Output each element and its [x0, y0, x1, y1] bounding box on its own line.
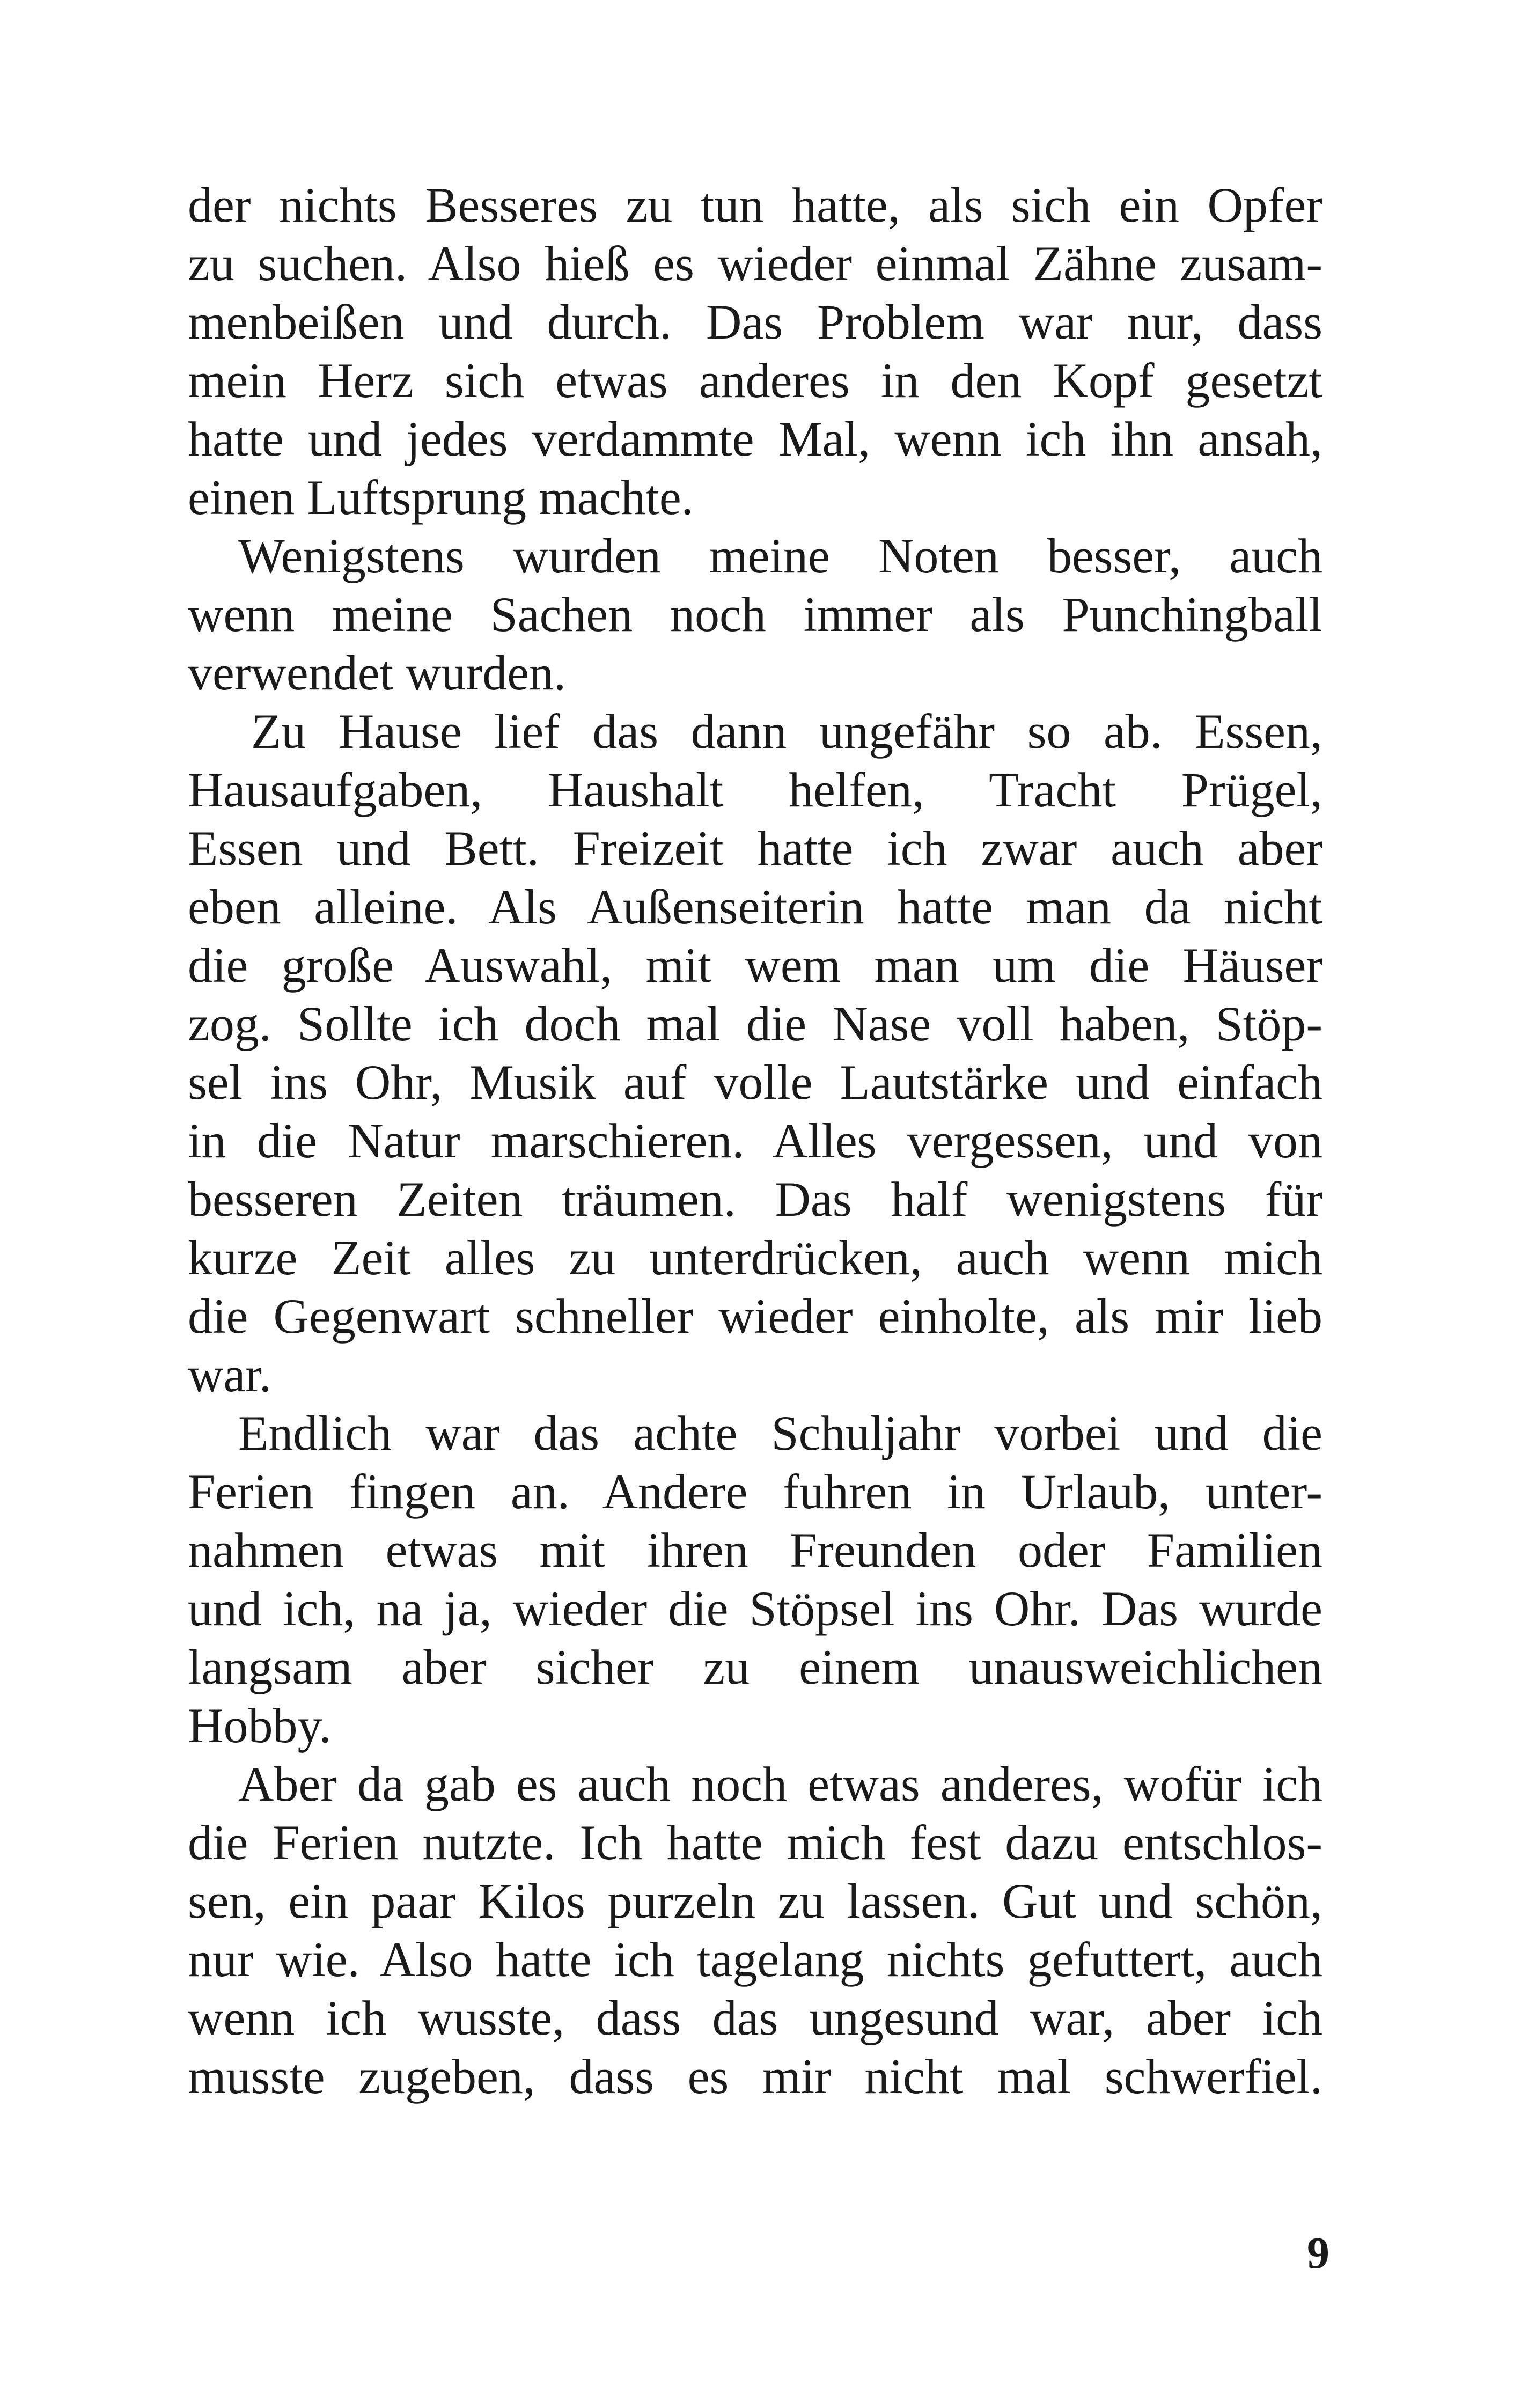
text-line: verwendet wurden. [188, 645, 567, 700]
page-number: 9 [1307, 2228, 1329, 2278]
text-line: die große Auswahl, mit wem man um die Häuser [188, 938, 1322, 993]
text-line: musste zugeben, dass es mir nicht mal schwerfiel. [188, 2049, 1322, 2104]
text-line: besseren Zeiten träumen. Das half wenigstens für [188, 1172, 1322, 1227]
text-line: sen, ein paar Kilos purzeln zu lassen. Gut und schön, [188, 1874, 1322, 1928]
body-text [188, 176, 1322, 2106]
text-line: zu suchen. Also hieß es wieder einmal Zähne zusam- [188, 236, 1322, 291]
text-line: Zu Hause lief das dann ungefähr so ab. Essen, [251, 704, 1322, 759]
text-line: wenn meine Sachen noch immer als Punchingball [188, 587, 1322, 642]
text-line: Hobby. [188, 1698, 332, 1753]
text-line: nur wie. Also hatte ich tagelang nichts gefuttert, auch [188, 1932, 1322, 1987]
text-line: hatte und jedes verdammte Mal, wenn ich ihn ansah, [188, 412, 1322, 466]
text-line: einen Luftsprung machte. [188, 470, 694, 525]
text-line: in die Natur marschieren. Alles vergessen, und von [188, 1113, 1322, 1168]
text-line: zog. Sollte ich doch mal die Nase voll haben, Stöp- [188, 996, 1322, 1051]
text-line: der nichts Besseres zu tun hatte, als sich ein Opfer [188, 178, 1322, 232]
text-line: die Gegenwart schneller wieder einholte, als mir lieb [188, 1289, 1322, 1344]
text-line: wenn ich wusste, dass das ungesund war, aber ich [188, 1991, 1322, 2045]
text-line: und ich, na ja, wieder die Stöpsel ins Ohr. Das wurde [188, 1581, 1322, 1636]
text-line: die Ferien nutzte. Ich hatte mich fest dazu entschlos- [188, 1815, 1322, 1870]
text-line: Essen und Bett. Freizeit hatte ich zwar auch aber [188, 821, 1322, 876]
text-line: Hausaufgaben, Haushalt helfen, Tracht Prügel, [188, 762, 1322, 817]
text-line: mein Herz sich etwas anderes in den Kopf gesetzt [188, 353, 1322, 408]
text-line: langsam aber sicher zu einem unausweichlichen [188, 1640, 1322, 1694]
text-line: Endlich war das achte Schuljahr vorbei und die [238, 1406, 1322, 1460]
text-line: war. [188, 1347, 271, 1402]
text-line: sel ins Ohr, Musik auf volle Lautstärke und einfach [188, 1055, 1322, 1110]
text-line: eben alleine. Als Außenseiterin hatte man da nicht [188, 879, 1322, 934]
text-line: Ferien fingen an. Andere fuhren in Urlaub, unter- [188, 1464, 1322, 1519]
text-line: kurze Zeit alles zu unterdrücken, auch wenn mich [188, 1230, 1322, 1285]
text-line: nahmen etwas mit ihren Freunden oder Familien [188, 1523, 1322, 1577]
text-line: Aber da gab es auch noch etwas anderes, wofür ich [238, 1757, 1322, 1811]
text-line: menbeißen und durch. Das Problem war nur, dass [188, 295, 1322, 349]
text-line: Wenigstens wurden meine Noten besser, auch [238, 528, 1322, 583]
